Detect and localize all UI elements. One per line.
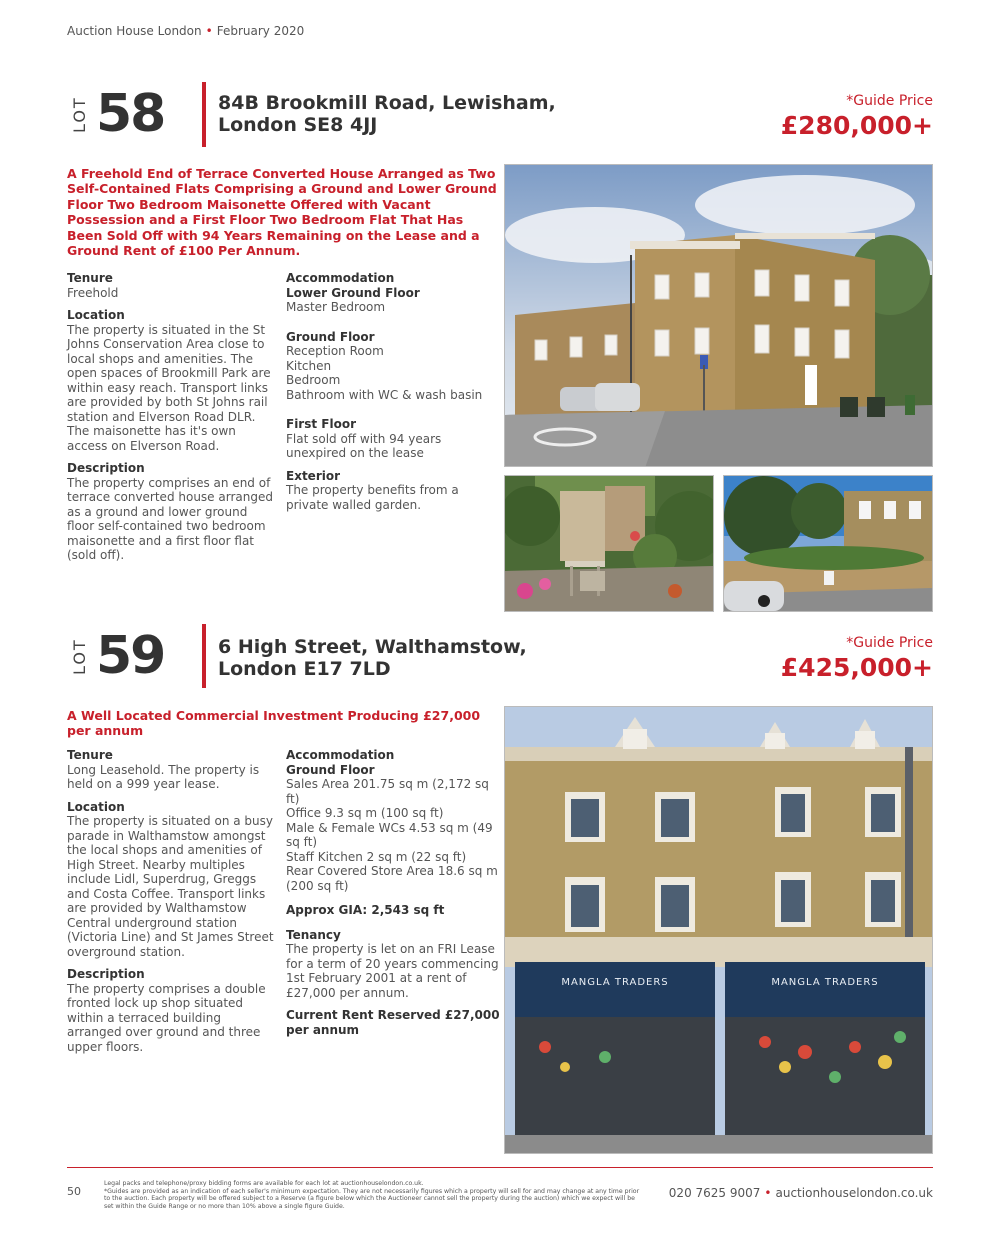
lot-divider xyxy=(202,82,206,147)
address-line-1: 84B Brookmill Road, Lewisham, xyxy=(218,92,556,114)
ground-floor-item: Office 9.3 sq m (100 sq ft) xyxy=(286,806,444,820)
page-header xyxy=(67,24,304,38)
ground-floor-item: Male & Female WCs 4.53 sq m (49 sq ft) xyxy=(286,820,493,849)
ground-floor-heading: Ground Floor xyxy=(286,329,375,344)
page-number: 50 xyxy=(67,1185,81,1198)
location-text: The property is situated in the St Johns Conservation Area close to local shops and amenities. The open spaces of Brookmill Park are within easy reach. Transport links are provided by both St Johns rail station and Elverson Road DLR. The maisonette has it's own access on Elverson Road. xyxy=(67,322,271,453)
description-text: The property comprises a double fronted lock up shop situated within a terraced building arranged over ground and three upper floors. xyxy=(67,981,266,1054)
description-text: The property comprises an end of terrace converted house arranged as a ground and lower ground floor self-contained two bedroom maisonette and a first floor flat (sold off). xyxy=(67,475,273,562)
lot-divider xyxy=(202,624,206,688)
property-photo-garden xyxy=(504,475,714,612)
address-line-2: London SE8 4JJ xyxy=(218,114,378,136)
first-floor-text: Flat sold off with 94 years unexpired on the lease xyxy=(286,431,442,460)
shop-sign: MANGLA TRADERS xyxy=(561,977,669,988)
ground-floor-item: Bathroom with WC & wash basin xyxy=(286,387,483,402)
lot-number: 58 xyxy=(96,84,165,144)
guide-price: £425,000+ xyxy=(780,653,933,682)
location-heading: Location xyxy=(67,799,125,814)
footer-divider xyxy=(67,1167,933,1168)
lot-intro: A Freehold End of Terrace Converted House Arranged as Two Self-Contained Flats Comprising a Ground and Lower Ground Floor Two Bedroom Maisonette Offered with Vacant Possession and a First Floor Two Bedroom Flat That Has Been Sold Off with 94 Years Remaining on the Lease and a Ground Rent of £100 Per Annum. xyxy=(67,166,497,259)
location-text: The property is situated on a busy parade in Walthamstow amongst the local shops and amenities of High Street. Nearby multiples include Lidl, Superdrug, Greggs and Costa Coffee. Transport links are provided by Walthamstow Central underground station (Victoria Line) and St James Street overground station. xyxy=(67,814,274,959)
lot-label: LOT xyxy=(70,638,89,675)
guide-price: £280,000+ xyxy=(780,111,933,140)
lot-details-left xyxy=(67,271,277,563)
tenure-heading: Tenure xyxy=(67,748,113,762)
lot-address xyxy=(218,636,558,680)
guide-price-label: *Guide Price xyxy=(846,635,933,651)
description-heading: Description xyxy=(67,461,145,475)
guide-price-label: *Guide Price xyxy=(846,93,933,109)
lower-ground-heading: Lower Ground Floor xyxy=(286,285,420,300)
exterior-heading: Exterior xyxy=(286,468,341,483)
ground-floor-item: Kitchen xyxy=(286,358,332,373)
publisher-name: Auction House London xyxy=(67,24,202,38)
bullet-icon: • xyxy=(764,1186,772,1200)
lot-address xyxy=(218,92,558,136)
lot-label: LOT xyxy=(70,96,89,133)
description-heading: Description xyxy=(67,967,145,981)
tenure-text: Freehold xyxy=(67,285,119,300)
ground-floor-item: Bedroom xyxy=(286,373,341,387)
property-photo-exterior xyxy=(723,475,933,612)
tenure-text: Long Leasehold. The property is held on a 999 year lease. xyxy=(67,762,260,791)
shop-sign: MANGLA TRADERS xyxy=(771,977,879,988)
issue-date: February 2020 xyxy=(216,24,305,38)
ground-floor-item: Staff Kitchen 2 sq m (22 sq ft) xyxy=(286,849,467,864)
bullet-icon: • xyxy=(205,24,213,38)
phone-number: 020 7625 9007 xyxy=(668,1186,761,1200)
first-floor-heading: First Floor xyxy=(286,417,357,431)
website-link[interactable]: auctionhouselondon.co.uk xyxy=(775,1186,933,1200)
address-line-1: 6 High Street, Walthamstow, xyxy=(218,636,527,658)
lot-details-right xyxy=(286,748,501,1037)
lower-ground-text: Master Bedroom xyxy=(286,300,386,314)
accommodation-heading: Accommodation xyxy=(286,748,395,762)
exterior-text: The property benefits from a private walled garden. xyxy=(286,483,459,512)
ground-floor-item: Sales Area 201.75 sq m (2,172 sq ft) xyxy=(286,777,489,806)
legal-notice xyxy=(104,1180,644,1210)
ground-floor-heading: Ground Floor xyxy=(286,762,375,777)
lot-details-right xyxy=(286,271,501,512)
ground-floor-item: Reception Room xyxy=(286,344,384,358)
property-photo-main xyxy=(504,706,933,1154)
location-heading: Location xyxy=(67,308,125,322)
tenure-heading: Tenure xyxy=(67,271,113,285)
address-line-2: London E17 7LD xyxy=(218,658,391,680)
footer-contact xyxy=(669,1186,933,1200)
tenancy-text: The property is let on an FRI Lease for a term of 20 years commencing 1st February 2001 at a rent of £27,000 per annum. xyxy=(286,942,499,1000)
lot-intro: A Well Located Commercial Investment Producing £27,000 per annum xyxy=(67,708,481,739)
tenancy-heading: Tenancy xyxy=(286,927,341,942)
property-photo-main xyxy=(504,164,933,467)
accommodation-heading: Accommodation xyxy=(286,271,395,285)
legal-line: Legal packs and telephone/proxy bidding forms are available for each lot at auctionhouselondon.co.uk. xyxy=(104,1180,424,1187)
ground-floor-item: Rear Covered Store Area 18.6 sq m (200 sq ft) xyxy=(286,864,498,893)
gia-text: Approx GIA: 2,543 sq ft xyxy=(286,903,445,917)
legal-line: *Guides are provided as an indication of each seller's minimum expectation. They are not necessarily figures which a property will sell for and may change at any time prior to the auction. Each property will be offered subject to a Reserve (a figure below which the Auctioneer cannot sell the property during the auction) which we expect will be set within the Guide Range or no more than 10% above a single figure Guide. xyxy=(104,1187,640,1210)
lot-details-left xyxy=(67,748,277,1054)
lot-number: 59 xyxy=(96,626,165,686)
current-rent: Current Rent Reserved £27,000 per annum xyxy=(286,1008,500,1037)
